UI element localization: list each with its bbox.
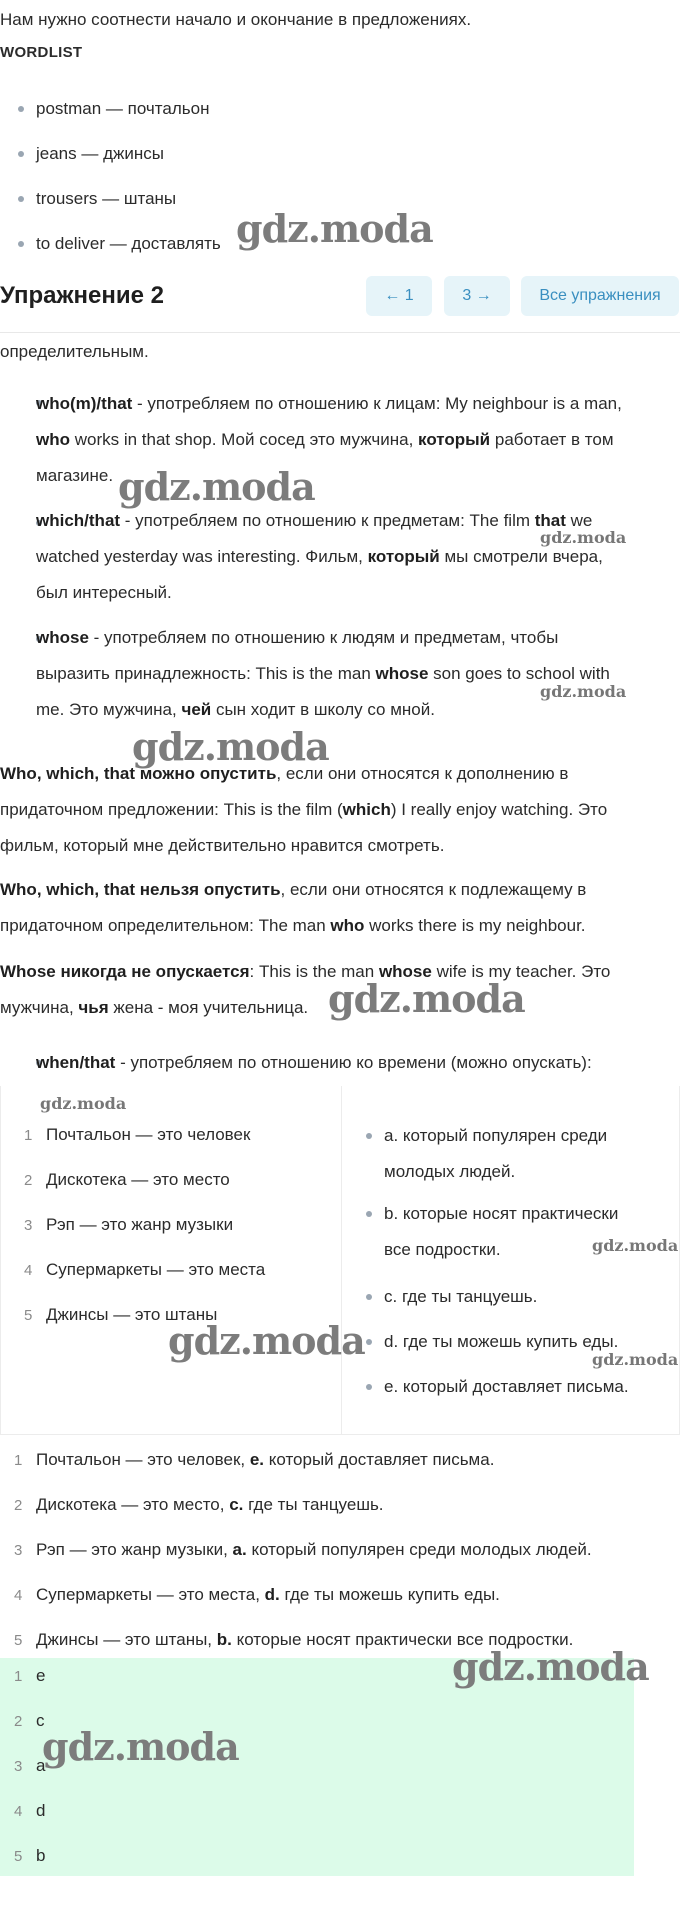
list-item: postman — почтальон	[36, 99, 210, 118]
term: который	[367, 547, 440, 566]
list-item	[14, 1703, 45, 1740]
page-title: Упражнение 2	[0, 282, 164, 309]
list-item	[14, 1838, 45, 1875]
text: , если они относятся к подлежащему в	[280, 880, 587, 899]
watermark: gdz.moda	[592, 1236, 679, 1255]
term: whose	[378, 962, 432, 981]
text: был интересный.	[36, 583, 172, 602]
bullet	[18, 196, 24, 202]
bullet	[366, 1133, 372, 1139]
row-number: 4	[14, 1587, 23, 1604]
text: выразить принадлежность: This is the man	[36, 664, 376, 683]
text: - употребляем по отношению к лицам: My neighbour is a man,	[132, 394, 622, 413]
answer-letter: a.	[232, 1540, 247, 1559]
text: Рэп — это жанр музыки,	[36, 1540, 233, 1559]
grammar-bullet-when	[36, 1045, 676, 1081]
row-number: 3	[14, 1758, 23, 1775]
watermark: gdz.moda	[40, 1094, 127, 1113]
answer-letter: b	[36, 1846, 46, 1865]
answer-letter: c.	[229, 1495, 244, 1514]
text: Супермаркеты — это места,	[36, 1585, 265, 1604]
watermark: gdz.moda	[42, 1724, 239, 1769]
row-number: 1	[24, 1127, 33, 1144]
text: мы смотрели вчера,	[439, 547, 603, 566]
text: который популярен среди молодых людей.	[246, 1540, 592, 1559]
term: чья	[78, 998, 109, 1017]
text: сын ходит в школу со мной.	[211, 700, 435, 719]
term: which	[342, 800, 391, 819]
term: who	[330, 916, 365, 935]
term: whose	[36, 628, 89, 647]
answer-letter: d	[36, 1801, 46, 1820]
row-text: молодых людей.	[384, 1162, 516, 1181]
text: : This is the man	[249, 962, 379, 981]
term: Who, which, that нельзя опустить	[0, 880, 281, 899]
text: , если они относятся к дополнению в	[276, 764, 569, 783]
term: whose	[375, 664, 429, 683]
row-number: 2	[14, 1497, 23, 1514]
text: Почтальон — это человек,	[36, 1450, 250, 1469]
intro-text: Нам нужно соотнести начало и окончание в предложениях.	[0, 10, 472, 29]
row-number: 2	[14, 1713, 23, 1730]
bullet	[18, 151, 24, 157]
row-text: Дискотека — это место	[46, 1170, 230, 1189]
text: придаточном определительном: The man	[0, 916, 331, 935]
row-text: a. который популярен среди	[384, 1126, 608, 1145]
text: фильм, который мне действительно нравится смотреть.	[0, 836, 445, 855]
cut-text: определительным.	[0, 342, 149, 361]
row-number: 3	[24, 1217, 33, 1234]
watermark: gdz.moda	[540, 682, 627, 701]
table-row	[24, 1253, 265, 1288]
text: - употребляем по отношению к предметам: The film	[120, 511, 535, 530]
row-number: 2	[24, 1172, 33, 1189]
term: that	[534, 511, 566, 530]
answer-letter: e	[36, 1666, 46, 1685]
row-number: 5	[14, 1632, 23, 1649]
grammar-note-no-omit	[0, 872, 670, 944]
term: чей	[181, 700, 212, 719]
answer-letter: a	[36, 1756, 46, 1775]
bullet	[18, 241, 24, 247]
text: wife is my teacher. Это	[431, 962, 611, 981]
watermark: gdz.moda	[328, 976, 525, 1021]
row-text: b. которые носят практически	[384, 1204, 619, 1223]
wordlist-title: WORDLIST	[0, 44, 83, 61]
list-item	[14, 1658, 45, 1695]
watermark: gdz.moda	[132, 724, 329, 769]
term: Who, which, that можно опустить	[0, 764, 277, 783]
text: watched yesterday was interesting. Фильм,	[36, 547, 368, 566]
all-exercises-button[interactable]: Все упражнения	[521, 276, 679, 316]
watermark: gdz.moda	[118, 464, 315, 509]
text: мужчина,	[0, 998, 79, 1017]
table-divider	[341, 1086, 342, 1434]
table-row	[24, 1163, 230, 1198]
watermark: gdz.moda	[452, 1644, 649, 1689]
text: работает в том	[490, 430, 614, 449]
list-item	[14, 1487, 384, 1524]
text: придаточном предложении: This is the film (	[0, 800, 343, 819]
bullet	[366, 1339, 372, 1345]
grammar-bullet-whose	[36, 620, 676, 728]
row-text: все подростки.	[384, 1240, 501, 1259]
list-item	[14, 1793, 45, 1830]
answer-letter: c	[36, 1711, 45, 1730]
text: works in that shop. Мой сосед это мужчина,	[70, 430, 419, 449]
term: Whose никогда не опускается	[0, 962, 250, 981]
table-row	[384, 1118, 607, 1190]
row-number: 5	[14, 1848, 23, 1865]
watermark: gdz.moda	[592, 1350, 679, 1369]
row-text: Джинсы — это штаны	[46, 1305, 218, 1324]
bullet	[18, 106, 24, 112]
list-item: jeans — джинсы	[36, 144, 164, 163]
grammar-bullet-which	[36, 503, 676, 611]
term: who	[36, 430, 70, 449]
text: жена - моя учительница.	[108, 998, 309, 1017]
text: works there is my neighbour.	[364, 916, 586, 935]
text: - употребляем по отношению к людям и предметам, чтобы	[88, 628, 559, 647]
watermark: gdz.moda	[236, 206, 433, 251]
table-row	[24, 1208, 233, 1243]
term: which/that	[36, 511, 121, 530]
text: магазине.	[36, 466, 114, 485]
table-row	[384, 1196, 618, 1268]
list-item	[14, 1748, 45, 1785]
text: Джинсы — это штаны,	[36, 1630, 217, 1649]
table-row: c. где ты танцуешь.	[384, 1287, 538, 1306]
answer-letter: e.	[249, 1450, 265, 1469]
answer-letter: d.	[264, 1585, 280, 1604]
text: который доставляет письма.	[264, 1450, 495, 1469]
text: me. Это мужчина,	[36, 700, 182, 719]
list-item	[14, 1442, 494, 1479]
text: ) I really enjoy watching. Это	[390, 800, 608, 819]
list-item: trousers — штаны	[36, 189, 177, 208]
row-number: 5	[24, 1307, 33, 1324]
text: которые носят практически все подростки.	[231, 1630, 574, 1649]
term: when/that	[36, 1053, 116, 1072]
term: who(m)/that	[36, 394, 133, 413]
text: где ты можешь купить еды.	[279, 1585, 500, 1604]
text: we	[565, 511, 593, 530]
row-text: Почтальон — это человек	[46, 1125, 251, 1144]
grammar-note-omit	[0, 756, 670, 864]
row-number: 1	[14, 1668, 23, 1685]
table-row	[24, 1118, 250, 1153]
list-item	[14, 1532, 592, 1569]
bullet	[366, 1384, 372, 1390]
row-number: 3	[14, 1542, 23, 1559]
watermark: gdz.moda	[540, 528, 627, 547]
table-row: d. где ты можешь купить еды.	[384, 1332, 619, 1351]
row-number: 4	[14, 1803, 23, 1820]
text: - употребляем по отношению ко времени (можно опускать):	[115, 1053, 592, 1072]
bullet	[366, 1211, 372, 1217]
next-exercise-button[interactable]: 3 →	[444, 276, 510, 316]
bullet	[366, 1294, 372, 1300]
text: son goes to school with	[428, 664, 610, 683]
row-text: Рэп — это жанр музыки	[46, 1215, 234, 1234]
text: Дискотека — это место,	[36, 1495, 230, 1514]
table-row: e. который доставляет письма.	[384, 1377, 629, 1396]
text: где ты танцуешь.	[243, 1495, 384, 1514]
answer-letter: b.	[216, 1630, 232, 1649]
row-text: Супермаркеты — это места	[46, 1260, 266, 1279]
prev-exercise-button[interactable]: ← 1	[366, 276, 432, 316]
watermark: gdz.moda	[168, 1318, 365, 1363]
divider	[0, 332, 680, 333]
row-number: 4	[24, 1262, 33, 1279]
list-item	[14, 1577, 500, 1614]
row-number: 1	[14, 1452, 23, 1469]
term: который	[418, 430, 491, 449]
list-item: to deliver — доставлять	[36, 234, 221, 253]
